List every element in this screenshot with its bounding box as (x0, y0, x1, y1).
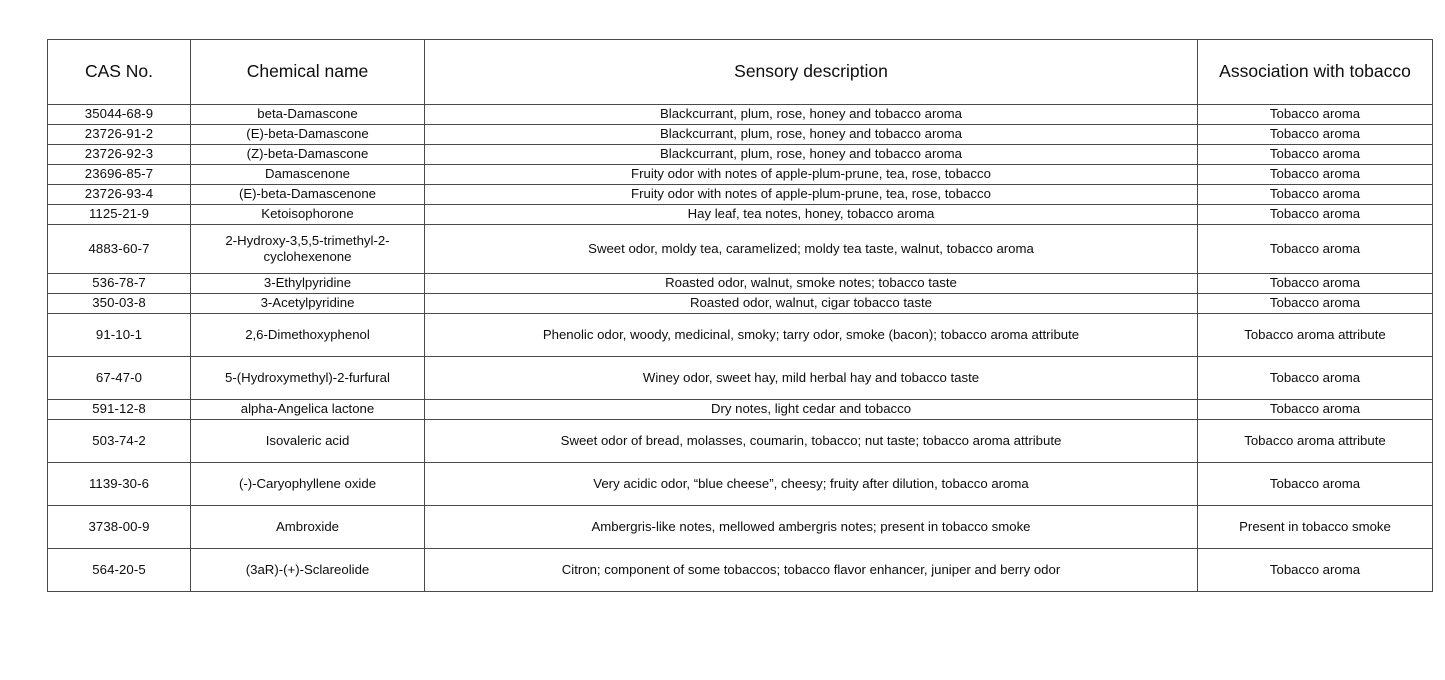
cell-chemical-name: Isovaleric acid (191, 420, 425, 463)
cell-association-with-tobacco: Tobacco aroma attribute (1198, 420, 1433, 463)
table-row (48, 357, 1433, 400)
column-header-chemical-name: Chemical name (191, 40, 425, 105)
cell-sensory-description: Blackcurrant, plum, rose, honey and tobacco aroma (425, 105, 1198, 125)
cell-cas-no: 23696-85-7 (48, 165, 191, 185)
column-header-association-with-tobacco: Association with tobacco (1198, 40, 1433, 105)
cell-cas-no: 3738-00-9 (48, 506, 191, 549)
cell-chemical-name: Ketoisophorone (191, 205, 425, 225)
cell-association-with-tobacco: Tobacco aroma (1198, 274, 1433, 294)
cell-sensory-description: Ambergris-like notes, mellowed ambergris notes; present in tobacco smoke (425, 506, 1198, 549)
table-header-row (48, 40, 1433, 105)
cell-chemical-name: 3-Acetylpyridine (191, 294, 425, 314)
cell-association-with-tobacco: Tobacco aroma (1198, 145, 1433, 165)
cell-chemical-name: 2,6-Dimethoxyphenol (191, 314, 425, 357)
cell-cas-no: 35044-68-9 (48, 105, 191, 125)
cell-chemical-name: alpha-Angelica lactone (191, 400, 425, 420)
cell-cas-no: 4883-60-7 (48, 225, 191, 274)
table-row (48, 145, 1433, 165)
cell-sensory-description: Roasted odor, walnut, cigar tobacco taste (425, 294, 1198, 314)
table-row (48, 125, 1433, 145)
table-row (48, 463, 1433, 506)
cell-association-with-tobacco: Tobacco aroma (1198, 185, 1433, 205)
cell-chemical-name: 5-(Hydroxymethyl)-2-furfural (191, 357, 425, 400)
cell-chemical-name: Ambroxide (191, 506, 425, 549)
cell-sensory-description: Very acidic odor, “blue cheese”, cheesy; fruity after dilution, tobacco aroma (425, 463, 1198, 506)
cell-sensory-description: Blackcurrant, plum, rose, honey and tobacco aroma (425, 125, 1198, 145)
cell-cas-no: 23726-91-2 (48, 125, 191, 145)
table-row (48, 185, 1433, 205)
cell-chemical-name: 3-Ethylpyridine (191, 274, 425, 294)
cell-cas-no: 536-78-7 (48, 274, 191, 294)
cell-association-with-tobacco: Tobacco aroma (1198, 549, 1433, 592)
table-row (48, 165, 1433, 185)
chemical-sensory-table-container (47, 39, 1432, 592)
cell-chemical-name: (E)-beta-Damascenone (191, 185, 425, 205)
cell-chemical-name: Damascenone (191, 165, 425, 185)
cell-sensory-description: Dry notes, light cedar and tobacco (425, 400, 1198, 420)
cell-sensory-description: Phenolic odor, woody, medicinal, smoky; tarry odor, smoke (bacon); tobacco aroma attribute (425, 314, 1198, 357)
column-header-cas-no: CAS No. (48, 40, 191, 105)
cell-chemical-name: (3aR)-(+)-Sclareolide (191, 549, 425, 592)
table-row (48, 400, 1433, 420)
cell-association-with-tobacco: Tobacco aroma (1198, 294, 1433, 314)
cell-chemical-name: 2-Hydroxy-3,5,5-trimethyl-2-cyclohexenone (191, 225, 425, 274)
cell-association-with-tobacco: Tobacco aroma (1198, 463, 1433, 506)
table-body (48, 105, 1433, 592)
chemical-sensory-table (47, 39, 1433, 592)
table-row (48, 314, 1433, 357)
table-row (48, 105, 1433, 125)
cell-association-with-tobacco: Tobacco aroma (1198, 125, 1433, 145)
cell-sensory-description: Winey odor, sweet hay, mild herbal hay and tobacco taste (425, 357, 1198, 400)
cell-cas-no: 350-03-8 (48, 294, 191, 314)
cell-cas-no: 1125-21-9 (48, 205, 191, 225)
cell-sensory-description: Blackcurrant, plum, rose, honey and tobacco aroma (425, 145, 1198, 165)
table-row (48, 274, 1433, 294)
cell-cas-no: 23726-93-4 (48, 185, 191, 205)
cell-association-with-tobacco: Tobacco aroma (1198, 225, 1433, 274)
cell-association-with-tobacco: Tobacco aroma (1198, 205, 1433, 225)
cell-association-with-tobacco: Tobacco aroma (1198, 165, 1433, 185)
cell-cas-no: 591-12-8 (48, 400, 191, 420)
cell-cas-no: 91-10-1 (48, 314, 191, 357)
cell-sensory-description: Sweet odor, moldy tea, caramelized; moldy tea taste, walnut, tobacco aroma (425, 225, 1198, 274)
cell-association-with-tobacco: Tobacco aroma attribute (1198, 314, 1433, 357)
cell-chemical-name: (-)-Caryophyllene oxide (191, 463, 425, 506)
cell-sensory-description: Fruity odor with notes of apple-plum-prune, tea, rose, tobacco (425, 185, 1198, 205)
table-row (48, 205, 1433, 225)
cell-cas-no: 564-20-5 (48, 549, 191, 592)
cell-cas-no: 1139-30-6 (48, 463, 191, 506)
cell-chemical-name: beta-Damascone (191, 105, 425, 125)
table-row (48, 294, 1433, 314)
cell-sensory-description: Sweet odor of bread, molasses, coumarin, tobacco; nut taste; tobacco aroma attribute (425, 420, 1198, 463)
cell-chemical-name: (E)-beta-Damascone (191, 125, 425, 145)
cell-cas-no: 67-47-0 (48, 357, 191, 400)
table-row (48, 506, 1433, 549)
cell-association-with-tobacco: Tobacco aroma (1198, 105, 1433, 125)
cell-chemical-name: (Z)-beta-Damascone (191, 145, 425, 165)
table-row (48, 420, 1433, 463)
cell-association-with-tobacco: Present in tobacco smoke (1198, 506, 1433, 549)
cell-sensory-description: Fruity odor with notes of apple-plum-prune, tea, rose, tobacco (425, 165, 1198, 185)
table-row (48, 549, 1433, 592)
table-row (48, 225, 1433, 274)
cell-association-with-tobacco: Tobacco aroma (1198, 357, 1433, 400)
column-header-sensory-description: Sensory description (425, 40, 1198, 105)
cell-cas-no: 23726-92-3 (48, 145, 191, 165)
cell-sensory-description: Citron; component of some tobaccos; tobacco flavor enhancer, juniper and berry odor (425, 549, 1198, 592)
cell-sensory-description: Hay leaf, tea notes, honey, tobacco aroma (425, 205, 1198, 225)
cell-sensory-description: Roasted odor, walnut, smoke notes; tobacco taste (425, 274, 1198, 294)
table-header (48, 40, 1433, 105)
cell-association-with-tobacco: Tobacco aroma (1198, 400, 1433, 420)
cell-cas-no: 503-74-2 (48, 420, 191, 463)
